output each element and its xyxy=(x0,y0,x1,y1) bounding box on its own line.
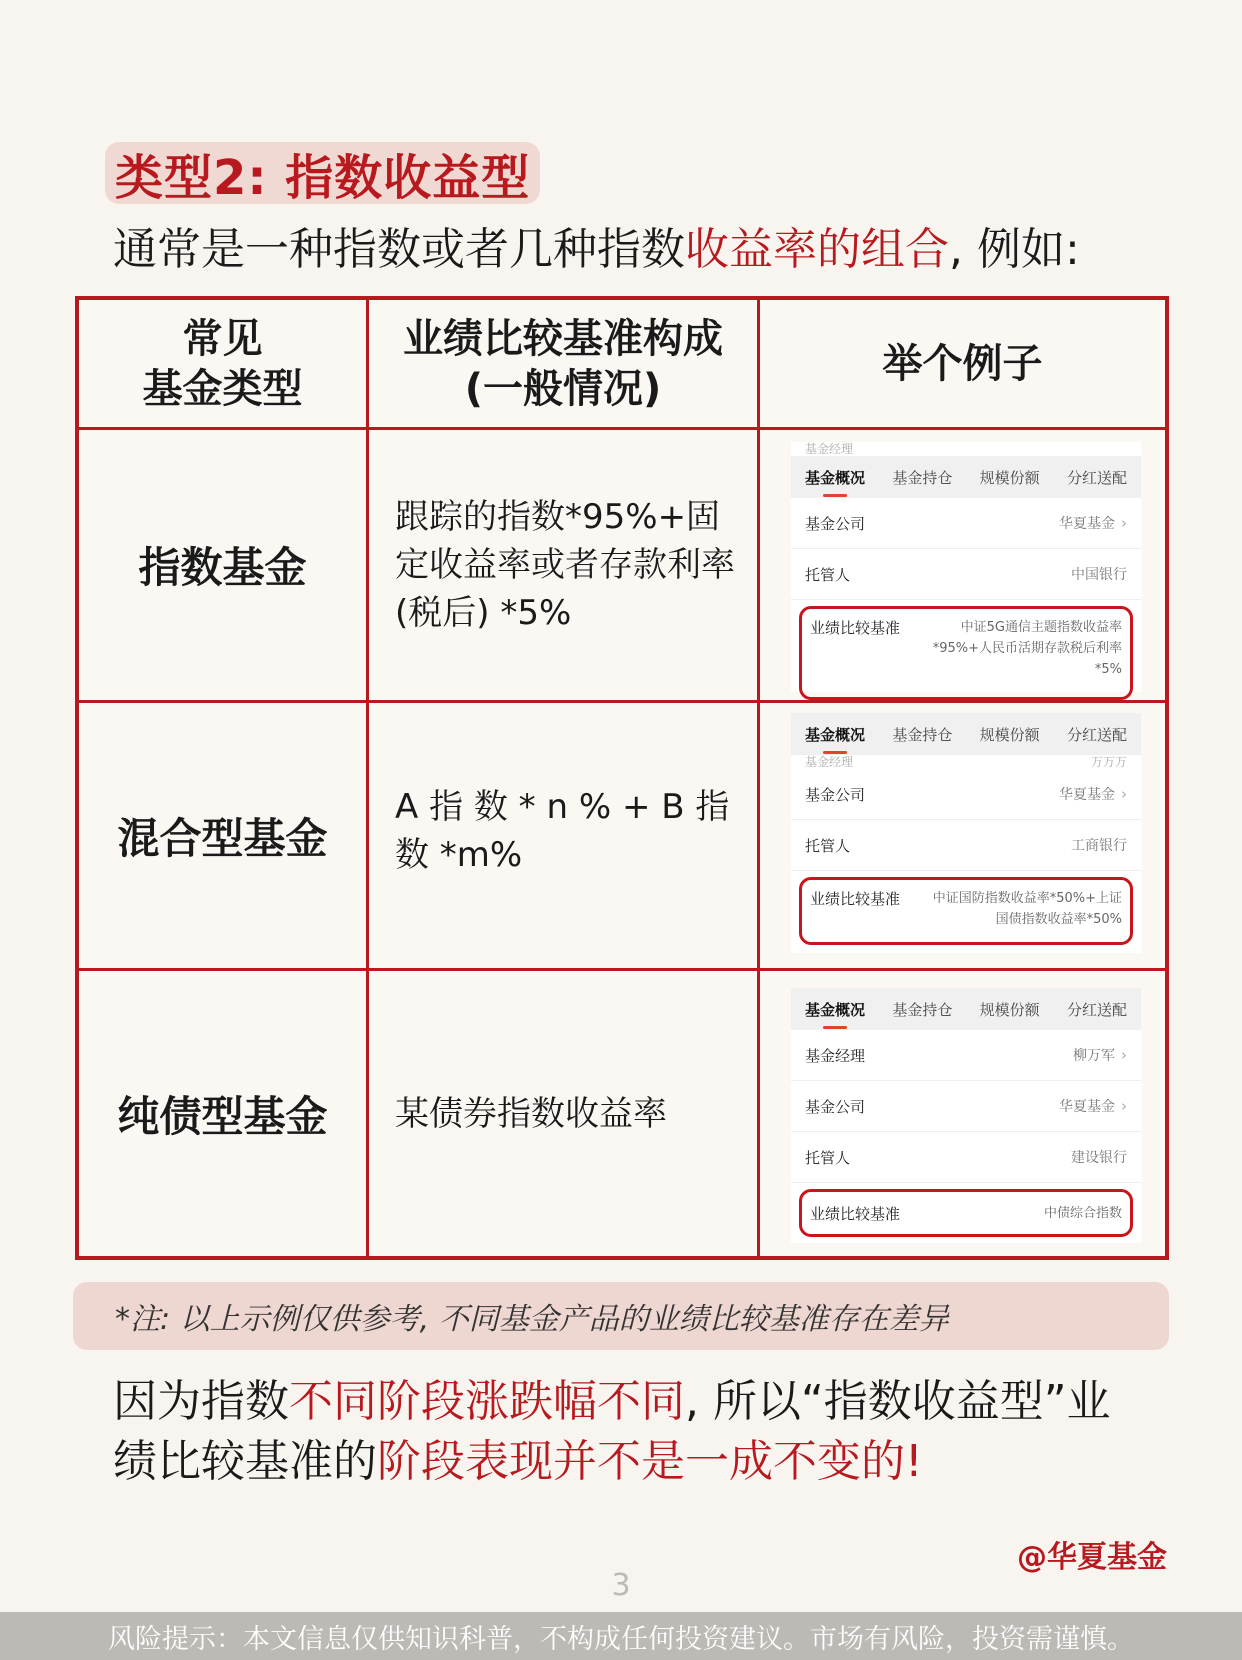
list-item: 托管人 工商银行 xyxy=(791,820,1141,871)
disclaimer-note: *注: 以上示例仅供参考, 不同基金产品的业绩比较基准存在差异 xyxy=(73,1282,1169,1350)
tab-fund-overview[interactable]: 基金概况 xyxy=(805,468,866,487)
brand-handle: @华夏基金 xyxy=(1017,1540,1167,1575)
example-card-pure-bond xyxy=(791,988,1141,1243)
conclusion-text: 因为指数不同阶段涨跌幅不同, 所以“指数收益型”业绩比较基准的阶段表现并不是一成不变的! xyxy=(113,1376,1111,1487)
chevron-right-icon: › xyxy=(1121,514,1127,532)
tab-dividends[interactable]: 分红送配 xyxy=(1066,725,1127,744)
list-item[interactable]: 基金公司 华夏基金 › xyxy=(791,769,1141,820)
fund-type-mixed: 混合型基金 xyxy=(117,813,328,863)
fund-type-index: 指数基金 xyxy=(138,543,307,592)
tab-fund-overview[interactable]: 基金概况 xyxy=(805,1000,866,1019)
tab-fund-holdings[interactable]: 基金持仓 xyxy=(892,725,953,744)
formula-pure-bond: 某债券指数收益率 xyxy=(395,1093,667,1134)
tab-fund-scale[interactable]: 规模份额 xyxy=(979,468,1040,487)
list-item[interactable]: 基金公司 华夏基金 › xyxy=(791,1081,1141,1132)
page-number: 3 xyxy=(611,1568,631,1603)
formula-mixed: A 指 数 * n % + B 指 数 *m% xyxy=(395,787,730,875)
list-item[interactable]: 基金经理 柳万军 › xyxy=(791,1030,1141,1081)
example-card-mixed: 基金概况 基金持仓 规模份额 分红送配 基金经理 万万万 基金公司 华夏基金 › 托管人 工商银行 业绩比较基准 中证国防指数收益率*50%+上证 国债指数收益率*50% xyxy=(791,713,1141,953)
risk-warning-footer: 风险提示：本文信息仅供知识科普，不构成任何投资建议。市场有风险，投资需谨慎。 xyxy=(0,1612,1242,1660)
benchmark-highlight: 业绩比较基准 中债综合指数 xyxy=(799,1189,1133,1237)
intro-highlight: 收益率的组合 xyxy=(685,224,949,275)
section-title: 类型2: 指数收益型 xyxy=(115,149,531,206)
header-benchmark-composition: 业绩比较基准构成 (一般情况) xyxy=(403,315,723,412)
tab-fund-scale[interactable]: 规模份额 xyxy=(979,1000,1040,1019)
benchmark-highlight: 业绩比较基准 中证国防指数收益率*50%+上证 国债指数收益率*50% xyxy=(799,877,1133,945)
header-example: 举个例子 xyxy=(882,340,1043,387)
benchmark-table xyxy=(75,296,1169,1260)
example-card-index: 基金经理 基金概况 基金持仓 规模份额 分红送配 基金公司 华夏基金 › 托管人 中国银行 业绩比较基准 中证5G通信主题指数收益率 *95%+人民币活期存款税后利率 *5% xyxy=(791,442,1141,692)
chevron-right-icon: › xyxy=(1121,1097,1127,1115)
fund-type-pure-bond: 纯债型基金 xyxy=(117,1091,328,1141)
example-tabs xyxy=(791,988,1141,1030)
benchmark-highlight: 业绩比较基准 中证5G通信主题指数收益率 *95%+人民币活期存款税后利率 *5% xyxy=(799,606,1133,700)
tab-fund-overview[interactable]: 基金概况 xyxy=(805,725,866,744)
chevron-right-icon: › xyxy=(1121,785,1127,803)
tab-fund-holdings[interactable]: 基金持仓 xyxy=(892,1000,953,1019)
chevron-right-icon: › xyxy=(1121,1046,1127,1064)
tab-dividends[interactable]: 分红送配 xyxy=(1066,1000,1127,1019)
tab-dividends[interactable]: 分红送配 xyxy=(1066,468,1127,487)
tab-fund-scale[interactable]: 规模份额 xyxy=(979,725,1040,744)
formula-index: 跟踪的指数*95%+固定收益率或者存款利率 (税后) *5% xyxy=(395,497,735,633)
section-title-pill xyxy=(105,142,540,204)
list-item[interactable]: 基金公司 华夏基金 › xyxy=(791,498,1141,549)
intro-text: 通常是一种指数或者几种指数收益率的组合, 例如: xyxy=(113,224,1080,275)
list-item: 托管人 中国银行 xyxy=(791,549,1141,600)
tab-fund-holdings[interactable]: 基金持仓 xyxy=(892,468,953,487)
example-tabs xyxy=(791,713,1141,755)
header-fund-type: 常见 基金类型 xyxy=(142,315,303,412)
example-tabs xyxy=(791,456,1141,498)
list-item: 托管人 建设银行 xyxy=(791,1132,1141,1183)
